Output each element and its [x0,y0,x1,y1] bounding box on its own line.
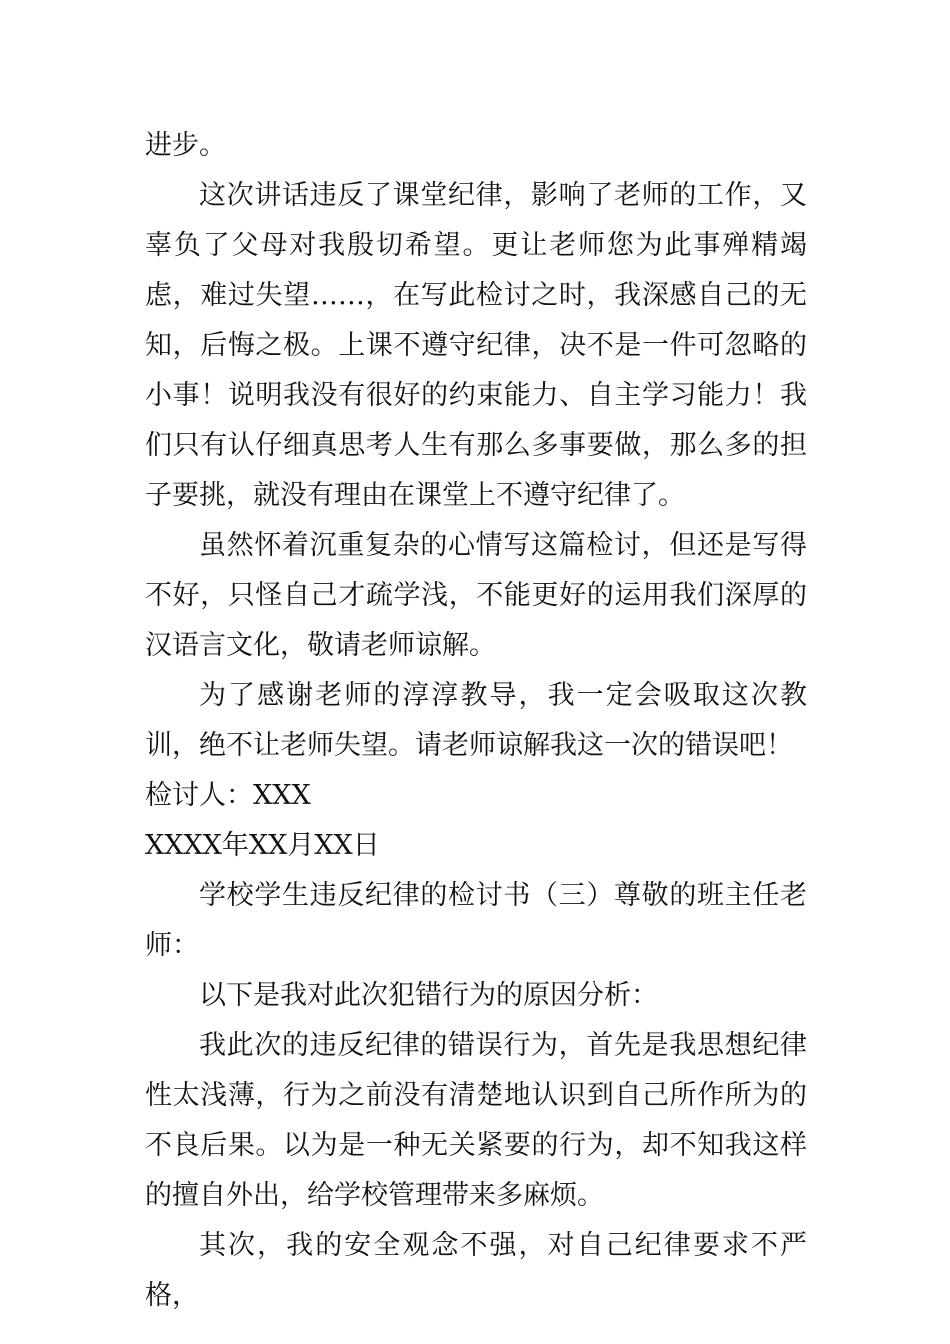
paragraph-1: 进步。 [145,130,226,161]
paragraph-2: 这次讲话违反了课堂纪律，影响了老师的工作，又辜负了父母对我殷切希望。更让老师您为此事殚精竭虑，难过失望……，在写此检讨之时，我深感自己的无知，后悔之极。上课不遵守纪律，决不是一件可忽略的小事！说明我没有很好的约束能力、自主学习能力！我们只有认仔细真思考人生有那么多事要做，那么多的担子要挑，就没有理由在课堂上不遵守纪律了。 [145,180,807,511]
paragraph-6: 其次，我的安全观念不强，对自己纪律要求不严格， [145,1230,807,1311]
paragraph-5: 我此次的违反纪律的错误行为，首先是我思想纪律性太浅薄，行为之前没有清楚地认识到自己所作所为的不良后果。以为是一种无关紧要的行为，却不知我这样的擅自外出，给学校管理带来多麻烦。 [145,1030,807,1211]
paragraph-intro: 以下是我对此次犯错行为的原因分析： [199,980,658,1011]
paragraph-4: 为了感谢老师的淳淳教导，我一定会吸取这次教训，绝不让老师失望。请老师谅解我这一次的错误吧！ [145,680,807,761]
signature-line: 检讨人：XXX [145,780,311,811]
document-page [145,121,807,1321]
section-heading: 学校学生违反纪律的检讨书（三）尊敬的班主任老师： [145,880,807,961]
paragraph-3: 虽然怀着沉重复杂的心情写这篇检讨，但还是写得不好，只怪自己才疏学浅，不能更好的运用我们深厚的汉语言文化，敬请老师谅解。 [145,530,807,661]
date-line: XXXX年XX月XX日 [145,830,380,861]
